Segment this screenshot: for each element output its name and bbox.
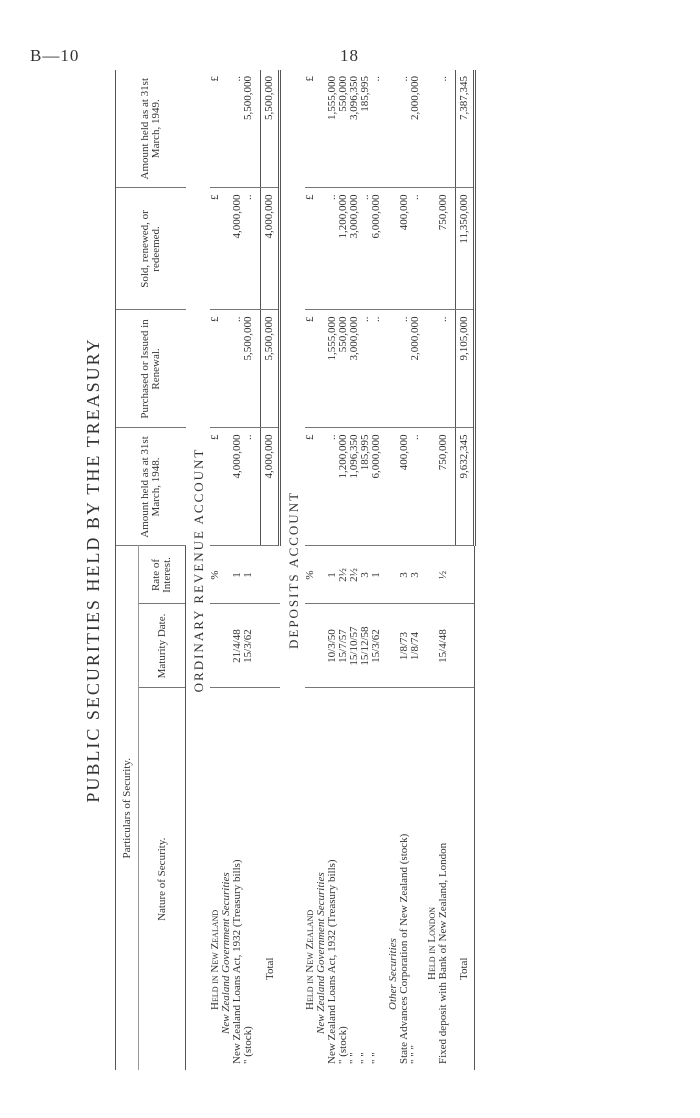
security-name: " " " [409, 1045, 421, 1064]
total-held-1949: 7,387,345 [456, 70, 475, 188]
purchased: .. [232, 310, 243, 428]
currency-label: £ [210, 428, 221, 546]
interest-rate: 2½ [338, 546, 349, 604]
purchased: 1,555,000 [327, 310, 338, 428]
security-name: State Advances Corporation of New Zealand (stock) [398, 833, 410, 1064]
table-row [410, 70, 421, 1070]
total-sold: 4,000,000 [261, 188, 280, 310]
category-heading: New Zealand Government Securities [315, 872, 327, 1034]
security-name: Fixed deposit with Bank of New Zealand, London [437, 842, 449, 1064]
held-1949: 2,000,000 [410, 70, 421, 188]
section-ordinary-revenue: ORDINARY REVENUE ACCOUNT [190, 447, 206, 693]
currency-label: £ [305, 70, 316, 188]
purchased: .. [360, 310, 371, 428]
security-name: New Zealand Loans Act, 1932 (Treasury bills) [231, 859, 243, 1064]
sold: 1,200,000 [338, 188, 349, 310]
security-name: " " [348, 1052, 360, 1064]
purchased: .. [371, 310, 382, 428]
total-label: Total [456, 688, 475, 1070]
currency-label: £ [305, 188, 316, 310]
total-row [261, 70, 280, 1070]
held-1948: 1,096,350 [349, 428, 360, 546]
total-held-1948: 9,632,345 [456, 428, 475, 546]
purchased: 550,000 [338, 310, 349, 428]
page-number: 18 [340, 46, 359, 65]
table-row [438, 70, 449, 1070]
currency-label: £ [210, 70, 221, 188]
page-title: PUBLIC SECURITIES HELD BY THE TREASURY [83, 337, 103, 803]
table-row [349, 70, 360, 1070]
interest-rate: 1 [232, 546, 243, 604]
interest-rate: 1 [371, 546, 382, 604]
held-1948: .. [327, 428, 338, 546]
total-label: Total [263, 957, 276, 980]
sold: .. [360, 188, 371, 310]
maturity-date: 15/4/48 [438, 604, 449, 688]
maturity-date: 15/10/57 [349, 604, 360, 688]
maturity-date: 1/8/74 [410, 604, 421, 688]
sold: 400,000 [399, 188, 410, 310]
currency-label: % [210, 546, 221, 604]
purchased: .. [399, 310, 410, 428]
purchased: .. [438, 310, 449, 428]
currency-label: £ [305, 310, 316, 428]
total-held-1949: 5,500,000 [261, 70, 280, 188]
total-held-1948: 4,000,000 [261, 428, 280, 546]
sold-header: Sold, renewed, or redeemed. [116, 188, 186, 310]
interest-rate: 3 [399, 546, 410, 604]
interest-rate: 1 [327, 546, 338, 604]
interest-rate: 3 [410, 546, 421, 604]
sold: 4,000,000 [232, 188, 243, 310]
page-reference: B—10 [30, 46, 80, 65]
held-1948: .. [243, 428, 254, 546]
rate-header: Rate of Interest. [139, 546, 186, 604]
total-purchased: 5,500,000 [261, 310, 280, 428]
held-1949: 3,096,350 [349, 70, 360, 188]
sold: .. [243, 188, 254, 310]
currency-label: £ [305, 428, 316, 546]
interest-rate: 1 [243, 546, 254, 604]
held-1948: 750,000 [438, 428, 449, 546]
rotated-table-page [75, 70, 615, 1070]
total-purchased: 9,105,000 [456, 310, 475, 428]
held-in-heading: Held in New Zealand [304, 909, 316, 1010]
sold: .. [327, 188, 338, 310]
held-1949: .. [371, 70, 382, 188]
security-name: " (stock) [242, 1026, 254, 1064]
purchased: 2,000,000 [410, 310, 421, 428]
category-heading: Other Securities [387, 938, 399, 1010]
securities-table [115, 70, 476, 1070]
held-1948: .. [410, 428, 421, 546]
maturity-header: Maturity Date. [139, 604, 186, 688]
held-1948-header: Amount held as at 31st March, 1948. [116, 428, 186, 546]
held-1948: 185,995 [360, 428, 371, 546]
held-1949-header: Amount held as at 31st March, 1949. [116, 70, 186, 188]
security-name: " " [370, 1052, 382, 1064]
table-row [232, 70, 243, 1070]
maturity-date: 15/3/62 [371, 604, 382, 688]
security-name: New Zealand Loans Act, 1932 (Treasury bills) [326, 859, 338, 1064]
held-1949: 550,000 [338, 70, 349, 188]
category-heading: New Zealand Government Securities [220, 872, 232, 1034]
nature-header: Nature of Security. [139, 688, 186, 1070]
total-sold: 11,350,000 [456, 188, 475, 310]
table-row [399, 70, 410, 1070]
sold: 6,000,000 [371, 188, 382, 310]
table-row [371, 70, 382, 1070]
currency-label: % [305, 546, 316, 604]
held-1948: 400,000 [399, 428, 410, 546]
held-1949: 5,500,000 [243, 70, 254, 188]
currency-label: £ [210, 310, 221, 428]
interest-rate: 3 [360, 546, 371, 604]
security-name: " " [359, 1052, 371, 1064]
maturity-date: 21/4/48 [232, 604, 243, 688]
purchased: 5,500,000 [243, 310, 254, 428]
held-1948: 6,000,000 [371, 428, 382, 546]
particulars-header: Particulars of Security. [116, 546, 139, 1070]
held-in-heading: Held in New Zealand [209, 909, 221, 1010]
held-1948: 1,200,000 [338, 428, 349, 546]
interest-rate: ½ [438, 546, 449, 604]
sold: 750,000 [438, 188, 449, 310]
maturity-date: 1/8/73 [399, 604, 410, 688]
held-1949: .. [399, 70, 410, 188]
sold: .. [410, 188, 421, 310]
maturity-date: 15/7/57 [338, 604, 349, 688]
total-row [456, 70, 475, 1070]
currency-label: £ [210, 188, 221, 310]
table-row [243, 70, 254, 1070]
security-name: " (stock) [337, 1026, 349, 1064]
held-1949: 1,555,000 [327, 70, 338, 188]
purchased: 3,000,000 [349, 310, 360, 428]
held-1949: 185,995 [360, 70, 371, 188]
held-1948: 4,000,000 [232, 428, 243, 546]
held-in-london-heading: Held in London [426, 906, 438, 980]
maturity-date: 15/3/62 [243, 604, 254, 688]
purchased-header: Purchased or Issued in Renewal. [116, 310, 186, 428]
maturity-date: 10/3/50 [327, 604, 338, 688]
held-1949: .. [232, 70, 243, 188]
sold: 3,000,000 [349, 188, 360, 310]
interest-rate: 2½ [349, 546, 360, 604]
held-1949: .. [438, 70, 449, 188]
maturity-date: 15/12/58 [360, 604, 371, 688]
section-deposits: DEPOSITS ACCOUNT [285, 490, 301, 650]
